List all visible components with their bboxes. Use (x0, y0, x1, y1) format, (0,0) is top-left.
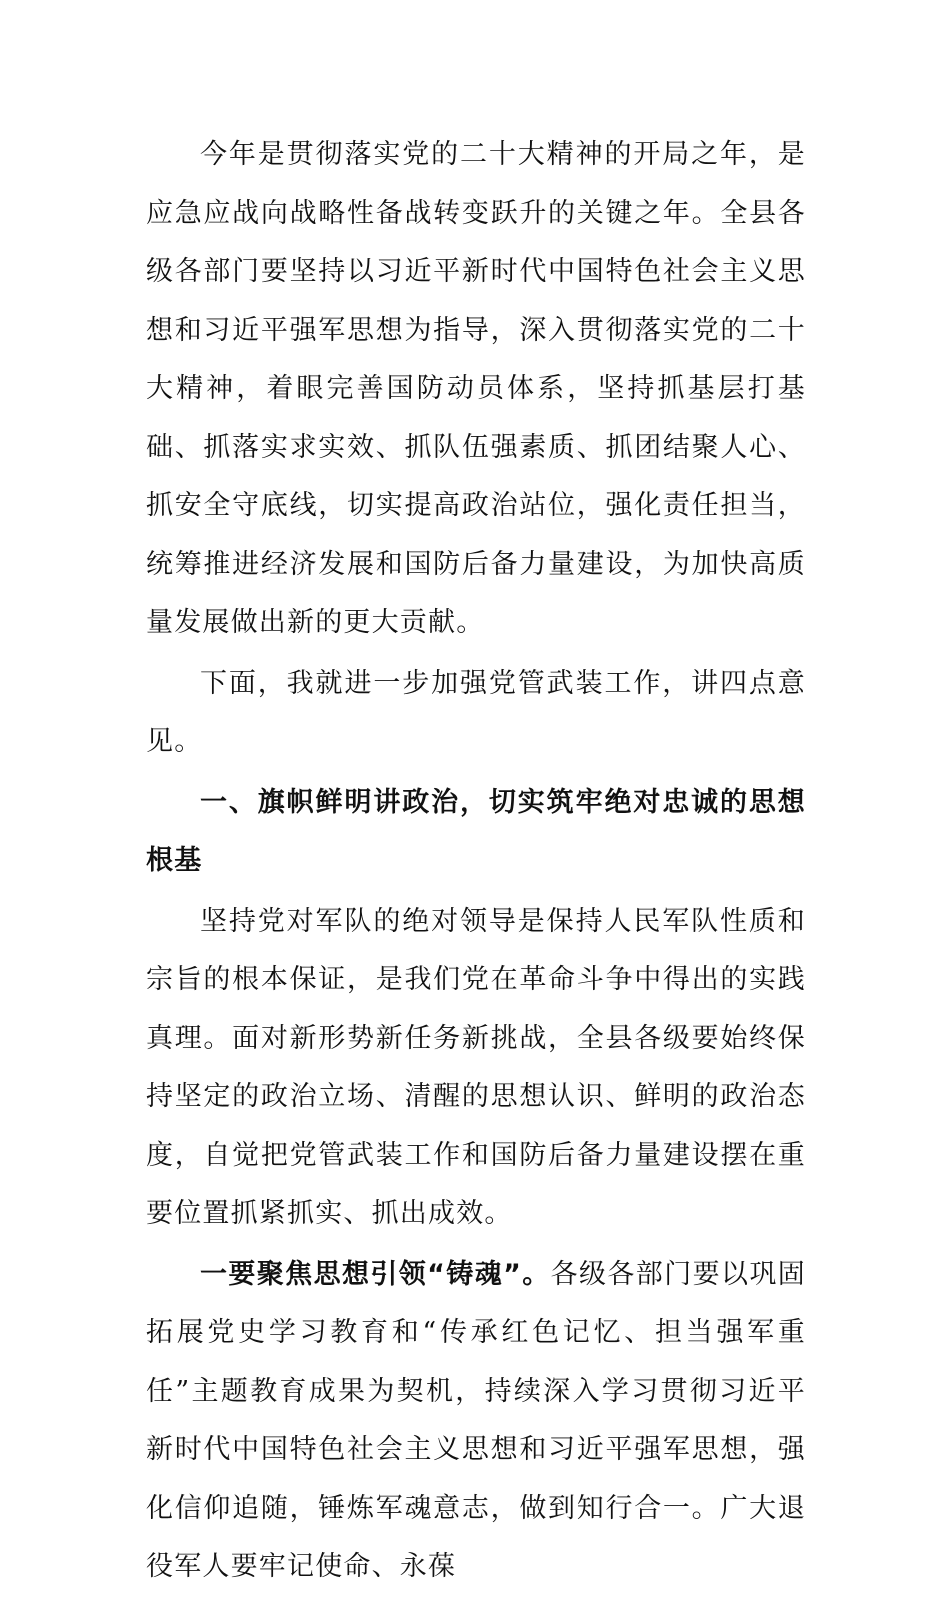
section-heading-1: 一、旗帜鲜明讲政治，切实筑牢绝对忠诚的思想根基 (146, 786, 806, 876)
paragraph-point-1 (146, 1246, 806, 1597)
paragraph-section-1: 坚持党对军队的绝对领导是保持人民军队性质和宗旨的根本保证，是我们党在革命斗争中得出的实践真理。面对新形势新任务新挑战，全县各级要始终保持坚定的政治立场、清醒的思想认识、鲜明的政治态度，自觉把党管武装工作和国防后备力量建设摆在重要位置抓紧抓实、抓出成效。 (146, 905, 806, 1229)
document-body (146, 126, 806, 1599)
point-1-body: 各级各部门要以巩固拓展党史学习教育和“传承红色记忆、担当强军重任”主题教育成果为契机，持续深入学习贯彻习近平新时代中国特色社会主义思想和习近平强军思想，强化信仰追随，锤炼军魂意志，做到知行合一。广大退役军人要牢记使命、永葆 (146, 1258, 806, 1582)
point-1-lead: 一要聚焦思想引领“铸魂”。 (200, 1258, 551, 1290)
paragraph-intro: 今年是贯彻落实党的二十大精神的开局之年，是应急应战向战略性备战转变跃升的关键之年。全县各级各部门要坚持以习近平新时代中国特色社会主义思想和习近平强军思想为指导，深入贯彻落实党的二十大精神，着眼完善国防动员体系，坚持抓基层打基础、抓落实求实效、抓队伍强素质、抓团结聚人心、抓安全守底线，切实提高政治站位，强化责任担当，统筹推进经济发展和国防后备力量建设，为加快高质量发展做出新的更大贡献。 (146, 139, 806, 638)
paragraph-transition: 下面，我就进一步加强党管武装工作，讲四点意见。 (146, 667, 806, 757)
